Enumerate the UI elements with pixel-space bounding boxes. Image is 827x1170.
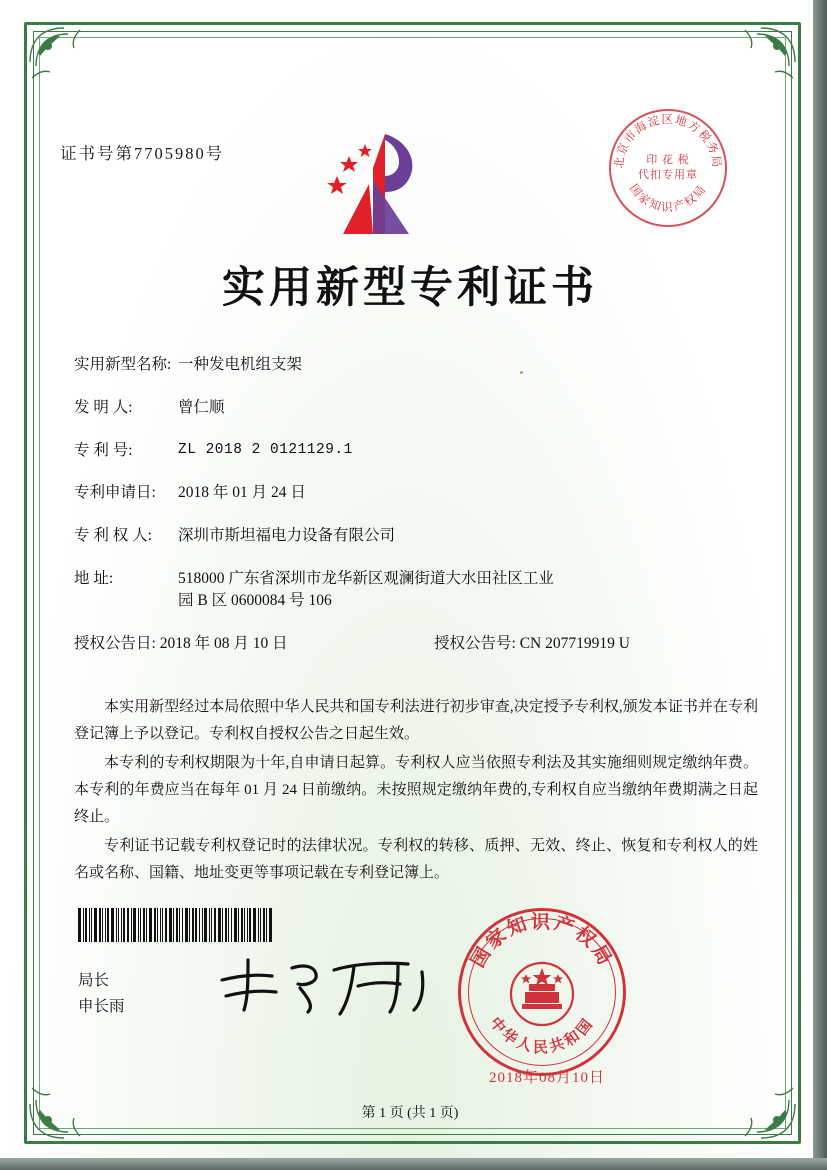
seal-inner-ring (468, 918, 616, 1066)
field-label: 地 址: (74, 570, 114, 588)
tax-seal-stamp (609, 109, 727, 227)
svg-text:国家知识产权局: 国家知识产权局 (626, 182, 710, 214)
director-block (78, 968, 125, 1020)
barcode (78, 908, 300, 942)
field-label: 授权公告号: (434, 634, 516, 652)
field-utility-model-name (74, 356, 764, 374)
field-label: 专 利 号: (74, 441, 133, 459)
tax-seal-line1: 印 花 税 (646, 154, 690, 166)
page-edge-right (813, 0, 827, 1170)
certificate-number: 证书号第7705980号 (60, 144, 225, 163)
field-value: 518000 广东省深圳市龙华新区观澜街道大水田社区工业 (178, 570, 554, 588)
cnipa-logo-icon (323, 128, 445, 246)
corner-ornament-top-left (24, 22, 102, 100)
svg-text:北京市海淀区地方税务局: 北京市海淀区地方税务局 (613, 114, 723, 170)
field-grant-row (74, 635, 764, 653)
page-edge-bottom (0, 1158, 827, 1170)
field-inventor (74, 399, 764, 417)
paragraph: 本实用新型经过本局依照中华人民共和国专利法进行初步审查,决定授予专利权,颁发本证书并在专利登记簿上予以登记。专利权自授权公告之日起生效。 (74, 699, 758, 742)
legal-paragraphs (74, 694, 758, 889)
field-address-line2: 园 B 区 0600084 号 106 (178, 591, 332, 609)
certificate-fields (74, 356, 764, 665)
field-patentee (74, 527, 764, 545)
field-label: 发 明 人: (74, 398, 133, 416)
field-address (74, 570, 764, 588)
paragraph: 专利证书记载专利权登记时的法律状况。专利权的转移、质押、无效、终止、恢复和专利权人的姓名或名称、国籍、地址变更等事项记载在专利登记簿上。 (74, 838, 758, 881)
director-label: 局长 (78, 972, 110, 989)
field-grant-date (74, 635, 434, 653)
field-value: 曾仁顺 (178, 398, 225, 416)
field-label: 专 利 权 人: (74, 527, 152, 545)
field-label: 实用新型名称: (74, 356, 172, 373)
svg-text:中华人民共和国: 中华人民共和国 (486, 1014, 598, 1056)
field-application-date (74, 484, 764, 502)
field-value: CN 207719919 U (519, 634, 630, 652)
corner-ornament-top-right (723, 22, 801, 100)
director-name: 申长雨 (78, 998, 125, 1015)
field-value: 深圳市斯坦福电力设备有限公司 (178, 527, 396, 545)
tax-seal-inner-text (638, 153, 698, 183)
field-patent-number (74, 442, 764, 460)
field-grant-number (434, 635, 630, 653)
page-title: 实用新型专利证书 (222, 265, 598, 312)
paragraph: 本专利的专利权期限为十年,自申请日起算。专利权人应当依照专利法及其实施细则规定缴纳年费。本专利的年费应当在每年 01 月 24 日前缴纳。未按照规定缴纳年费的,专利权自应当缴纳年费期满之日起终止。 (74, 755, 758, 825)
field-value: 一种发电机组支架 (178, 356, 303, 373)
director-signature (208, 950, 438, 1020)
field-label: 授权公告日: (74, 634, 156, 652)
tax-seal-line2: 代扣专用章 (638, 169, 698, 181)
field-value: ZL 2018 2 0121129.1 (178, 441, 353, 458)
field-label: 专利申请日: (74, 484, 156, 502)
page-footer: 第 1 页 (共 1 页) (361, 1106, 459, 1121)
seal-date: 2018年08月10日 (488, 1070, 605, 1086)
official-seal-stamp (458, 908, 626, 1076)
field-value: 2018 年 08 月 10 日 (159, 634, 288, 652)
field-value: 2018 年 01 月 24 日 (178, 484, 306, 502)
svg-text:国家知识产权局: 国家知识产权局 (467, 912, 617, 972)
